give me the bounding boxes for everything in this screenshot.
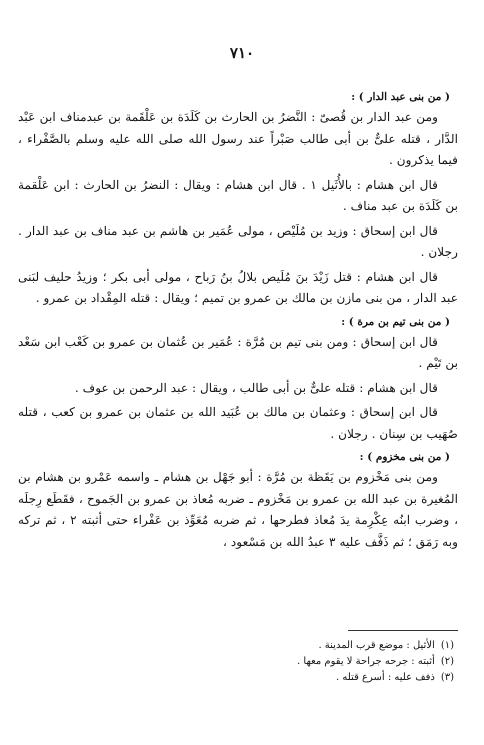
- paragraph: قال ابن هشام : قتله علىٌّ بن أبى طالب ، ويقال : عبد الرحمن بن عوف .: [74, 380, 438, 395]
- section-bani-makhzum: [18, 448, 458, 553]
- section-heading: ( من بنى تيم بن مرة ) :: [341, 315, 450, 328]
- paragraph: قال ابن إسحاق : وزيد بن مُلَيْص ، مولى عُمَير بن هاشم بن عبد مناف بن عبد الدار . رجلان .: [18, 223, 458, 259]
- paragraph: ومن بنى مَخْزوم بن يَقَظة بن مُرَّة : أبو جَهْل بن هشام ـ واسمه عَمْرو بن هشام بن المُغيرة بن عبد الله بن عمرو بن مَخْزوم ـ ضربه مُعاذ بن عمرو بن الجَموح ، فقَطَع رِجلَه ، وضرب ابنُه عِكْرِمة يدَ مُعاذ فطرحها ، ثم ضربه مُعَوِّذ بن عَفْراء حتى أثبته ٢ ، ثم تركه وبه رَمَق ؛ ثم ذَفَّف عليه ٣ عبدُ الله بن مَسْعود ،: [18, 470, 458, 549]
- footnote-text: أثبته : جرحه جراحة لا يقوم معها .: [297, 656, 435, 667]
- footnote-number: (٢): [440, 656, 454, 667]
- paragraph: قال ابن إسحاق : ومن بنى تيم بن مُرَّة : عُمَير بن عُثمان بن عمرو بن كَعْب ابن سَعْد بن تَيْم .: [18, 334, 458, 370]
- paragraph: ومن عبد الدار بن قُصىّ : النَّضرُ بن الحارث بن كَلَدَة بن عَلْقَمة بن عبدمناف ابن عَبْد الدَّار ، قتله علىٌّ بن أبى طالب صَبْراً عند رسول الله صلى الله عليه وسلم بالصَّفْراء ، فيما يذكرون .: [18, 110, 458, 167]
- section-heading: ( من بنى مخزوم ) :: [359, 451, 450, 463]
- footnote-number: (٣): [440, 672, 454, 683]
- section-bani-taym: [18, 313, 458, 446]
- section-bani-abd-al-dar: [18, 88, 458, 310]
- footnote: [34, 654, 454, 670]
- footnote-number: (١): [440, 640, 454, 651]
- main-text: [18, 88, 458, 556]
- paragraph: قال ابن إسحاق : وعثمان بن مالك بن عُبَيد الله بن عثمان بن عمرو بن كعب ، قتله صُهَيب بن سِنان . رجلان .: [18, 405, 458, 441]
- footnote-divider: [348, 630, 458, 631]
- paragraph: قال ابن هشام : قتل زَيْدَ بنَ مُلَيص بلالُ بنُ رَباح ، مولى أبى بكر ؛ وزيدُ حليف لبَنى عبد الدار ، من بنى مازن بن مالك بن عمرو بن تميم ؛ ويقال : قتله المِقْداد بن عمرو .: [18, 269, 458, 305]
- footnote: [34, 638, 454, 654]
- footnote-text: ذفف عليه : أسرع قتله .: [336, 672, 435, 683]
- paragraph: قال ابن هشام : بالأُثَيل ١ . قال ابن هشام : ويقال : النضرُ بن الحارث : ابن عَلْقمة بن كَلَدَة بن عبد مناف .: [18, 177, 458, 213]
- page-number: ٧١٠: [229, 44, 255, 62]
- section-heading: ( من بنى عبد الدار ) :: [351, 91, 450, 103]
- footnotes: [34, 638, 454, 686]
- footnote: [34, 670, 454, 686]
- footnote-text: الأثيل : موضع قرب المدينة .: [318, 640, 435, 651]
